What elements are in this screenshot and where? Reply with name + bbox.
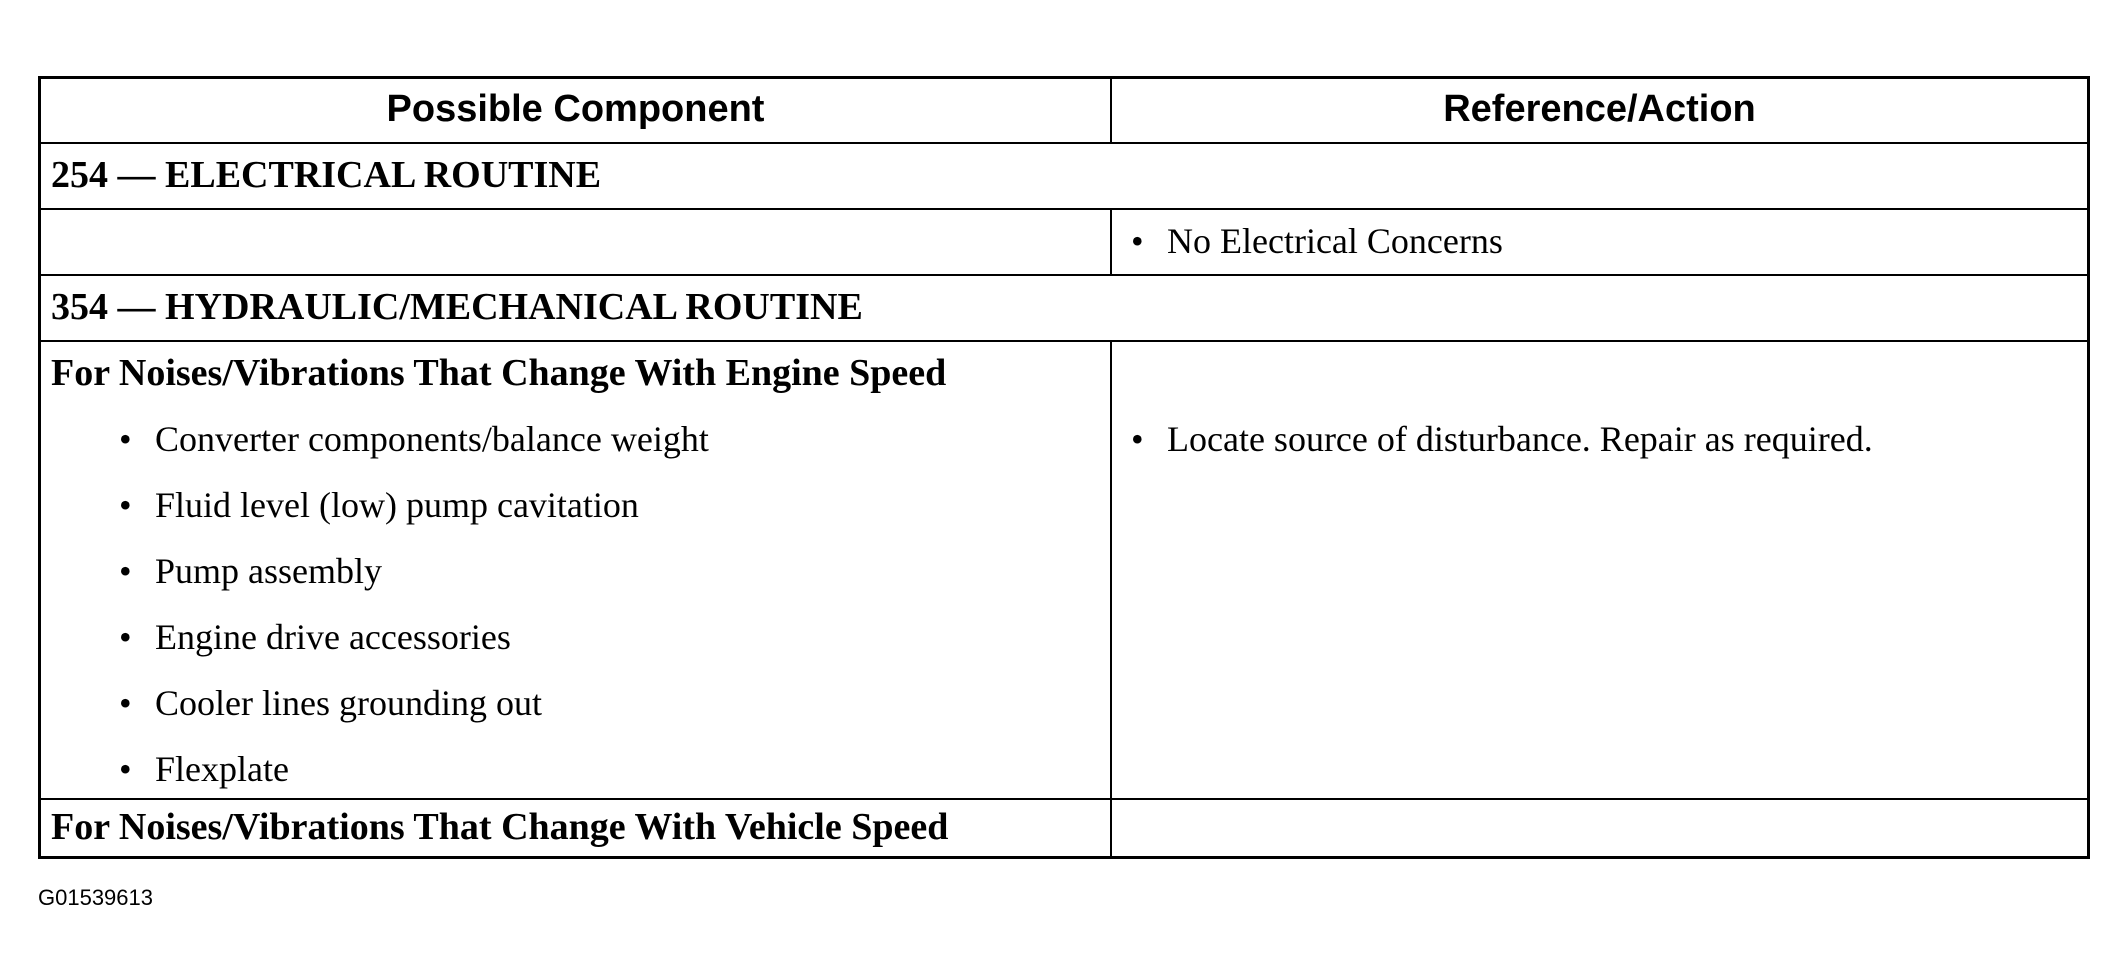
bullet: • xyxy=(119,551,132,591)
list-item xyxy=(119,747,289,791)
action-text: No Electrical Concerns xyxy=(1167,221,1503,261)
section-title-hydraulic: 354 — HYDRAULIC/MECHANICAL ROUTINE xyxy=(51,286,863,328)
bullet: • xyxy=(1131,419,1144,459)
bullet: • xyxy=(1131,221,1144,261)
list-item xyxy=(119,615,511,659)
list-item xyxy=(119,681,542,725)
bullet: • xyxy=(119,419,132,459)
list-item xyxy=(119,417,709,461)
list-item xyxy=(119,483,639,527)
list-item-text: Cooler lines grounding out xyxy=(155,683,542,723)
list-item-text: Converter components/balance weight xyxy=(155,419,709,459)
header-reference-action: Reference/Action xyxy=(1443,88,1756,130)
action-electrical xyxy=(1131,219,1503,263)
row-divider xyxy=(41,142,2087,144)
group-heading-vehicle-speed: For Noises/Vibrations That Change With Vehicle Speed xyxy=(51,806,949,848)
bullet: • xyxy=(119,683,132,723)
group-heading-engine-speed: For Noises/Vibrations That Change With Engine Speed xyxy=(51,352,947,394)
bullet: • xyxy=(119,617,132,657)
bullet: • xyxy=(119,485,132,525)
list-item-text: Fluid level (low) pump cavitation xyxy=(155,485,639,525)
action-engine-speed xyxy=(1131,417,1873,461)
list-item-text: Pump assembly xyxy=(155,551,383,591)
diagnostic-table xyxy=(38,76,2090,859)
row-divider xyxy=(41,274,2087,276)
action-text: Locate source of disturbance. Repair as required. xyxy=(1167,419,1873,459)
bullet: • xyxy=(119,749,132,789)
list-item-text: Engine drive accessories xyxy=(155,617,511,657)
header-possible-component: Possible Component xyxy=(386,88,765,130)
figure-id: G01539613 xyxy=(38,885,153,910)
row-divider xyxy=(41,340,2087,342)
row-divider xyxy=(41,208,2087,210)
list-item xyxy=(119,549,382,593)
row-divider xyxy=(41,798,2087,800)
section-title-electrical: 254 — ELECTRICAL ROUTINE xyxy=(51,154,602,196)
column-divider xyxy=(1110,209,1112,275)
column-divider xyxy=(1110,341,1112,856)
list-item-text: Flexplate xyxy=(155,749,289,789)
